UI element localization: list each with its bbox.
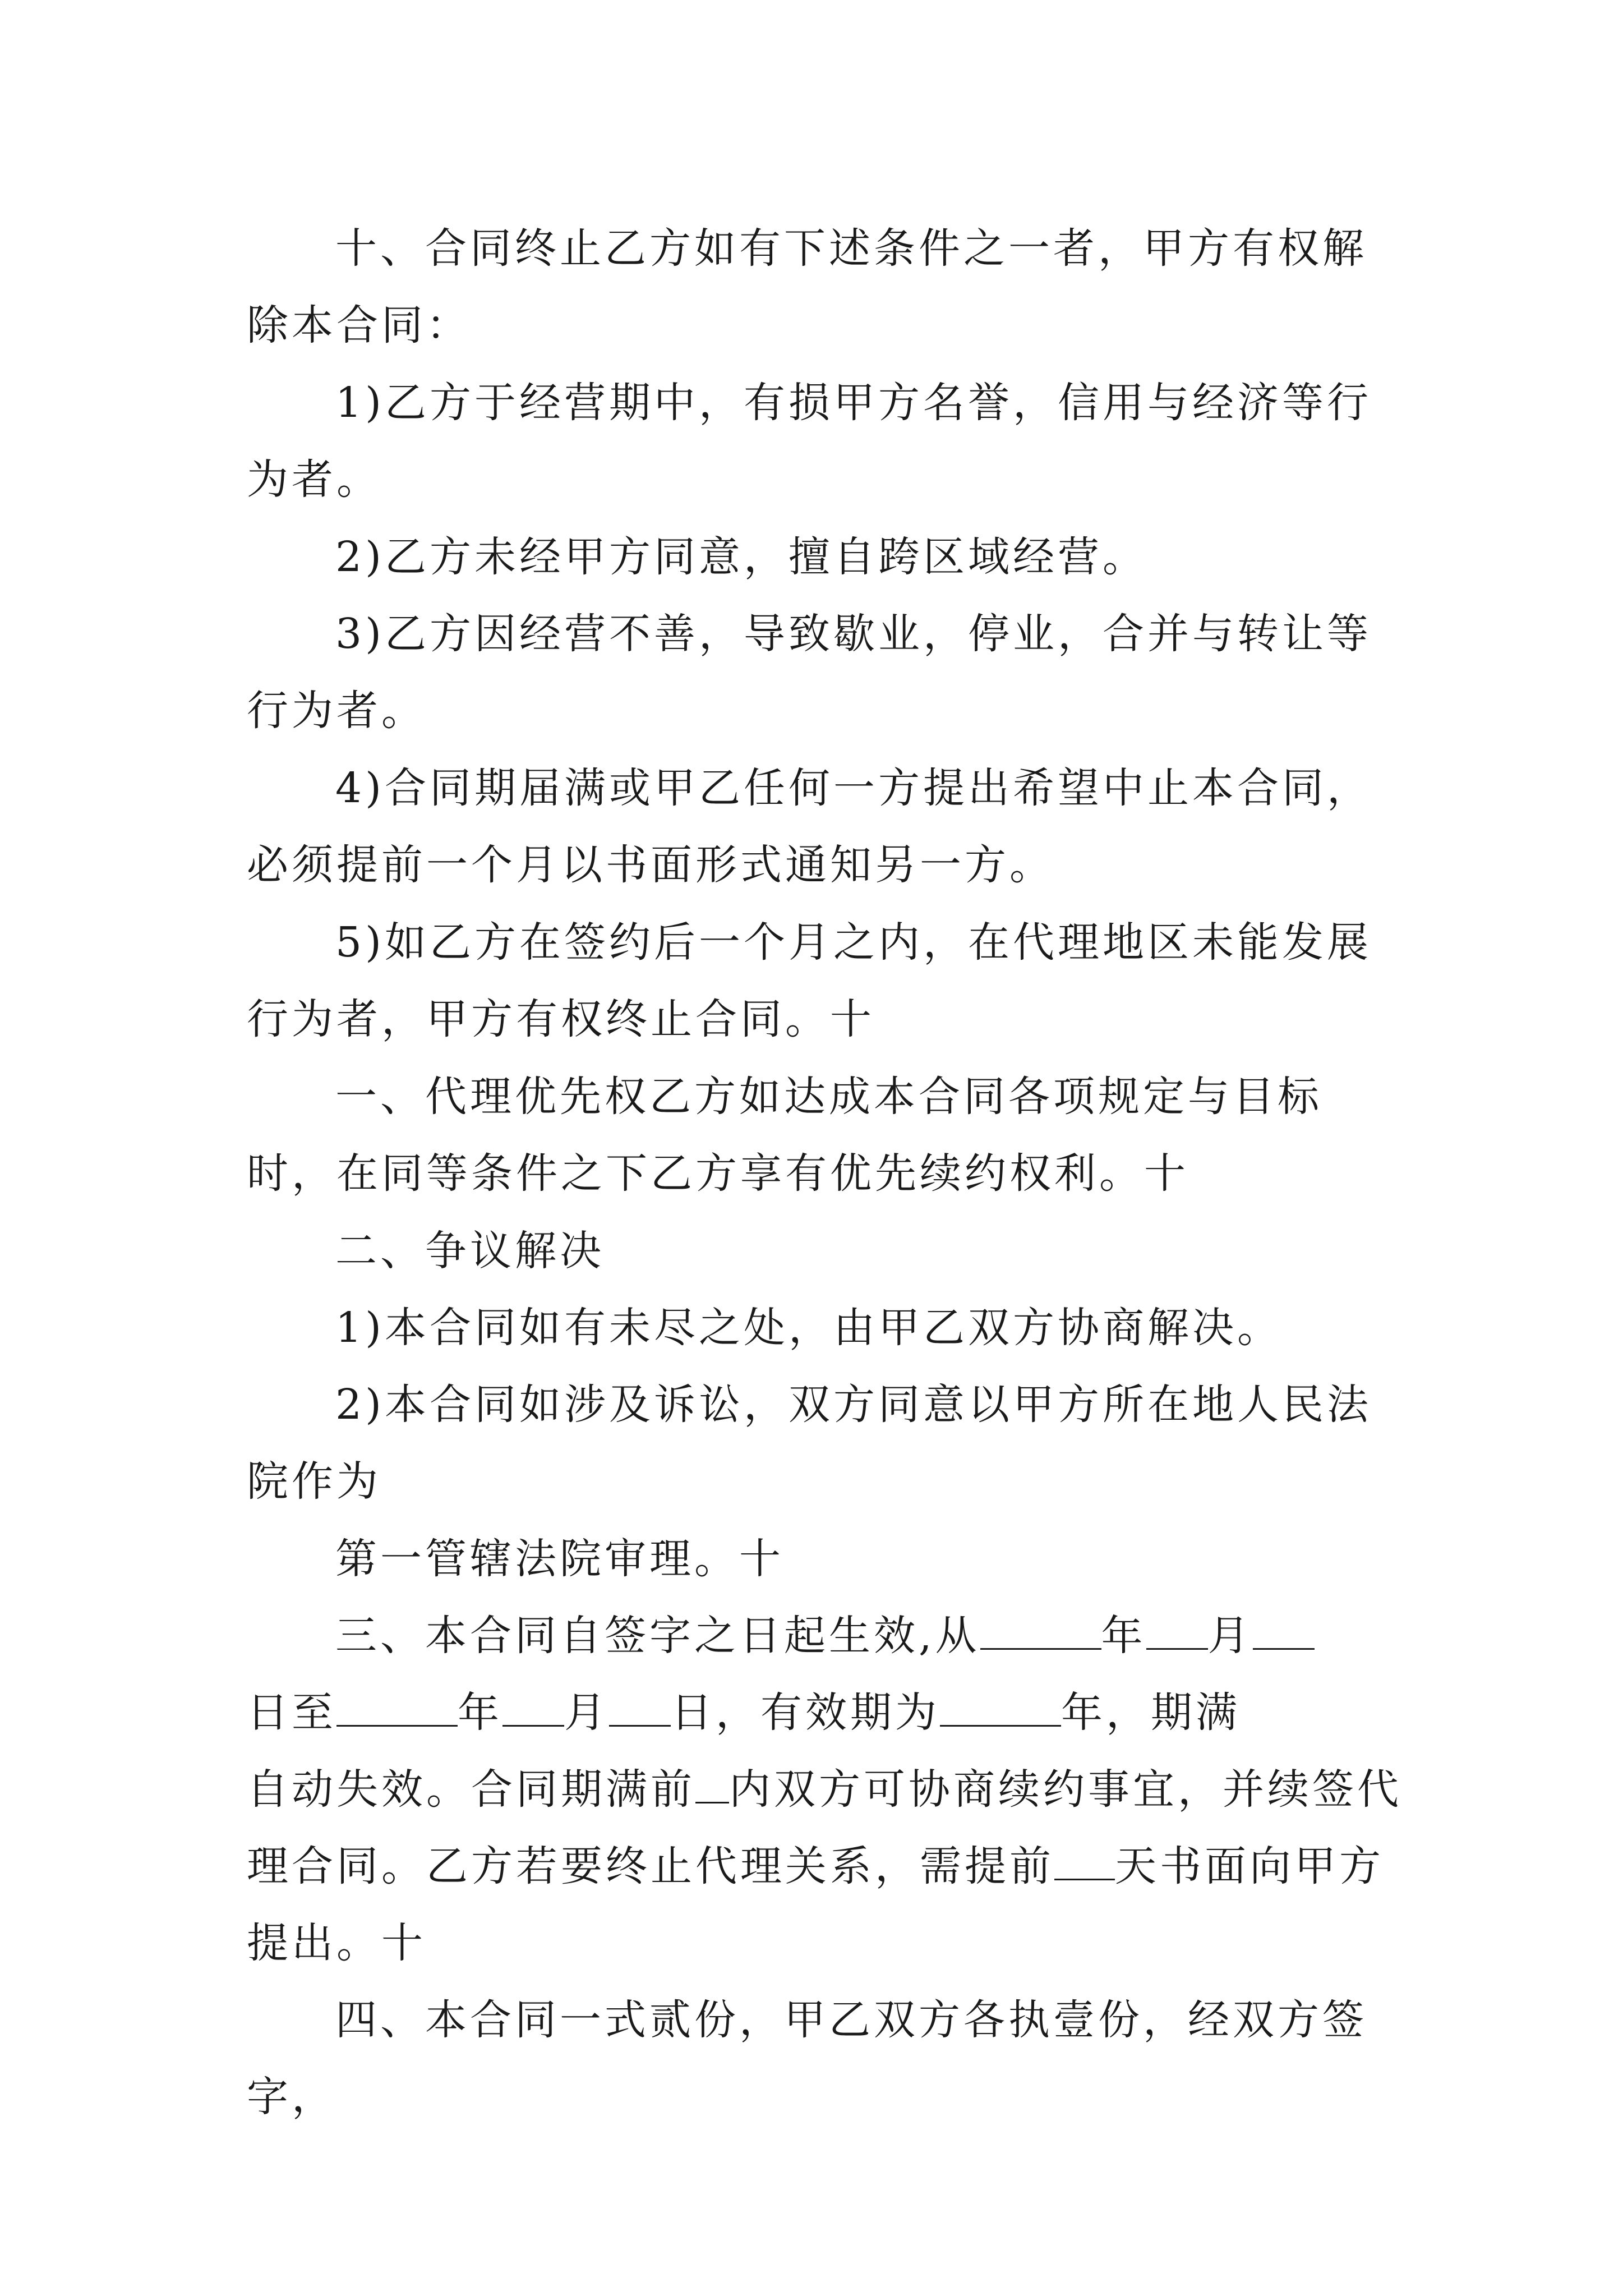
blank-field (1054, 1844, 1115, 1880)
blank-field (695, 1767, 729, 1803)
clause-12-heading: 二、争议解决 (335, 1227, 605, 1275)
clause-10-item-2: 2)乙方未经甲方同意，擅自跨区域经营。 (335, 533, 1147, 581)
clause-10-item-1: 1)乙方于经营期中，有损甲方名誉，信用与经济等行为者。 (247, 379, 1372, 504)
clause-13-text: 提出。十 (247, 1919, 426, 1967)
blank-field (940, 1690, 1061, 1727)
clause-13-line-4 (247, 1828, 1391, 1905)
clause-13-text: 年，期满 (1061, 1688, 1241, 1737)
clause-10-item-5: 5)如乙方在签约后一个月之内，在代理地区未能发展行为者，甲方有权终止合同。十 (247, 918, 1372, 1043)
clause-13-line-2 (247, 1674, 1391, 1751)
clause-13-text: 天书面向甲方 (1115, 1842, 1384, 1890)
clause-11: 一、代理优先权乙方如达成本合同各项规定与目标时，在同等条件之下乙方享有优先续约权利。十 (247, 1073, 1322, 1198)
clause-13-text: 日，有效期为 (671, 1688, 940, 1737)
clause-13-text: 理合同。乙方若要终止代理关系，需提前 (247, 1842, 1054, 1890)
month-label: 月 (564, 1688, 609, 1737)
blank-field (609, 1690, 671, 1727)
clause-12-item-2: 2)本合同如涉及诉讼，双方同意以甲方所在地人民法院作为 (247, 1381, 1372, 1506)
clause-13-line-1 (247, 1598, 1391, 1674)
blank-field (1253, 1613, 1315, 1650)
clause-10-heading: 十、合同终止乙方如有下述条件之一者，甲方有权解除本合同： (247, 224, 1367, 349)
blank-field (336, 1690, 458, 1727)
clause-10-item-4: 4)合同期届满或甲乙任何一方提出希望中止本合同，必须提前一个月以书面形式通知另一方。 (247, 764, 1372, 889)
clause-13-line-5 (247, 1905, 1391, 1982)
year-label: 年 (458, 1688, 502, 1737)
year-label: 年 (1101, 1612, 1146, 1660)
clause-12-continuation: 第一管辖法院审理。十 (335, 1535, 784, 1583)
clause-13-text: 日至 (247, 1688, 336, 1737)
month-label: 月 (1207, 1612, 1253, 1660)
blank-field (502, 1690, 564, 1727)
blank-field (1146, 1613, 1208, 1650)
clause-13-text: 三、本合同自签字之日起生效,从 (335, 1612, 980, 1660)
clause-10-item-3: 3)乙方因经营不善，导致歇业，停业，合并与转让等行为者。 (247, 610, 1372, 735)
clause-12-item-1: 1)本合同如有未尽之处，由甲乙双方协商解决。 (335, 1304, 1282, 1352)
clause-14: 四、本合同一式贰份，甲乙双方各执壹份，经双方签字， (247, 1996, 1367, 2121)
blank-field (980, 1613, 1101, 1650)
clause-13-text: 自动失效。合同期满前 (247, 1765, 695, 1814)
clause-13-text: 内双方可协商续约事宜，并续签代 (729, 1765, 1402, 1814)
clause-13-line-3 (247, 1751, 1402, 1828)
